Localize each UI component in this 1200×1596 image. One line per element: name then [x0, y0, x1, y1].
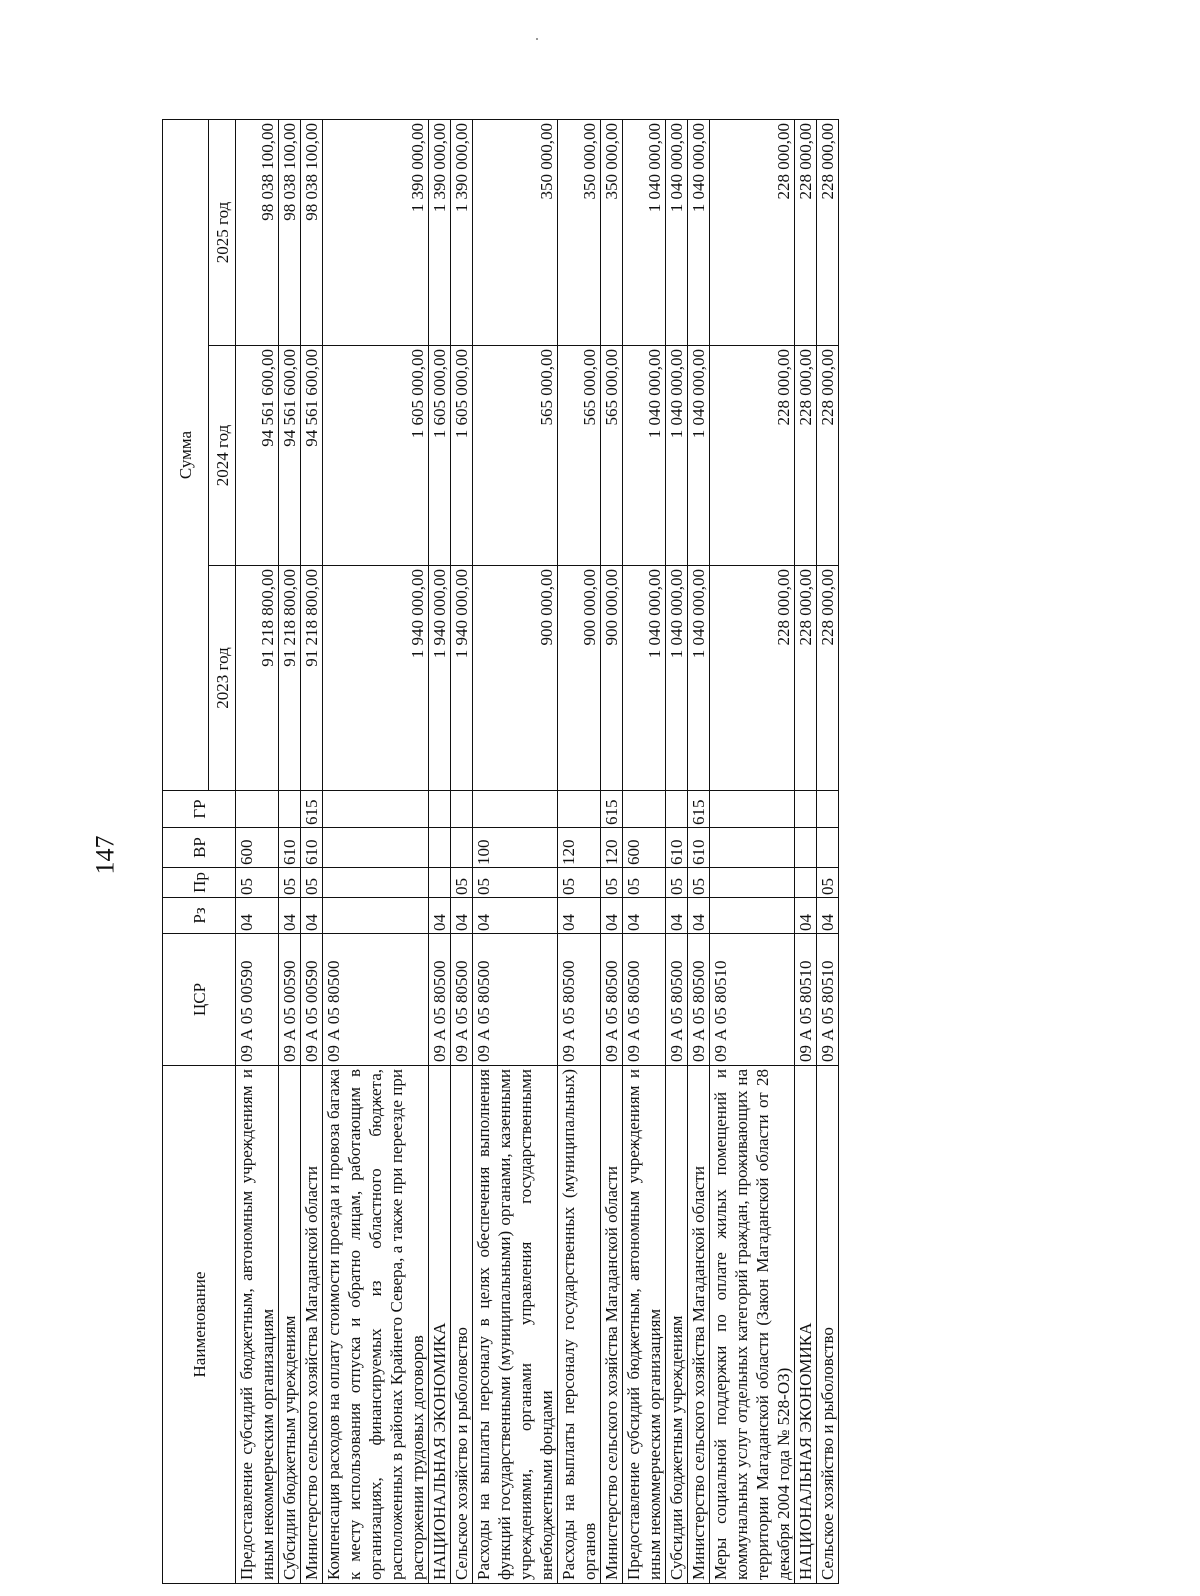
row-csr-cell: 09 А 05 80500	[429, 934, 451, 1066]
row-sum-2023-cell: 1 940 000,00	[451, 566, 473, 791]
row-sum-2025-cell: 98 038 100,00	[236, 119, 279, 345]
row-gr-cell	[451, 791, 473, 828]
row-gr-cell	[817, 791, 839, 828]
row-pr-cell: 05	[558, 868, 601, 898]
row-gr-cell	[710, 791, 795, 828]
row-name-cell: НАЦИОНАЛЬНАЯ ЭКОНОМИКА	[795, 1066, 817, 1584]
table-row	[795, 119, 817, 1583]
table-row	[817, 119, 839, 1583]
row-csr-cell: 09 А 05 80500	[323, 934, 429, 1066]
row-sum-2023-cell: 91 218 800,00	[301, 566, 323, 791]
row-gr-cell	[795, 791, 817, 828]
row-sum-2024-cell: 94 561 600,00	[301, 346, 323, 566]
row-pr-cell	[710, 868, 795, 898]
row-rz-cell	[710, 898, 795, 934]
table-row	[558, 119, 601, 1583]
row-rz-cell: 04	[451, 898, 473, 934]
row-gr-cell	[279, 791, 301, 828]
row-vr-cell: 100	[473, 828, 558, 868]
row-sum-2023-cell: 228 000,00	[710, 566, 795, 791]
row-csr-cell: 09 А 05 80500	[451, 934, 473, 1066]
row-sum-2024-cell: 1 605 000,00	[429, 346, 451, 566]
table-body	[236, 119, 839, 1583]
row-rz-cell: 04	[795, 898, 817, 934]
header-vr: ВР	[163, 828, 236, 868]
row-sum-2025-cell: 1 040 000,00	[688, 119, 710, 345]
row-vr-cell	[817, 828, 839, 868]
row-sum-2025-cell: 350 000,00	[473, 119, 558, 345]
row-rz-cell: 04	[473, 898, 558, 934]
row-pr-cell	[429, 868, 451, 898]
row-sum-2025-cell: 228 000,00	[817, 119, 839, 345]
row-sum-2023-cell: 228 000,00	[817, 566, 839, 791]
row-sum-2024-cell: 565 000,00	[473, 346, 558, 566]
row-sum-2024-cell: 565 000,00	[601, 346, 623, 566]
row-rz-cell: 04	[558, 898, 601, 934]
row-gr-cell: 615	[601, 791, 623, 828]
row-sum-2025-cell: 98 038 100,00	[301, 119, 323, 345]
row-csr-cell: 09 А 05 00590	[236, 934, 279, 1066]
row-pr-cell	[323, 868, 429, 898]
row-sum-2024-cell: 94 561 600,00	[279, 346, 301, 566]
row-sum-2025-cell: 228 000,00	[795, 119, 817, 345]
row-csr-cell: 09 А 05 00590	[301, 934, 323, 1066]
row-sum-2024-cell: 1 605 000,00	[451, 346, 473, 566]
row-vr-cell: 610	[301, 828, 323, 868]
row-sum-2025-cell: 1 390 000,00	[429, 119, 451, 345]
row-sum-2024-cell: 1 040 000,00	[688, 346, 710, 566]
row-name-cell: Министерство сельского хозяйства Магаданской области	[601, 1066, 623, 1584]
row-rz-cell: 04	[666, 898, 688, 934]
row-name-cell: Компенсация расходов на оплату стоимости проезда и провоза багажа к месту использования отпуска и обратно лицам, работающим в организациях, финансируемых из областного бюджета, расположенных в районах Крайнего Севера, а также при переезде при расторжении трудовых договоров	[323, 1066, 429, 1584]
row-csr-cell: 09 А 05 80510	[817, 934, 839, 1066]
header-csr: ЦСР	[163, 934, 236, 1066]
row-pr-cell: 05	[666, 868, 688, 898]
row-pr-cell: 05	[688, 868, 710, 898]
row-sum-2023-cell: 900 000,00	[473, 566, 558, 791]
row-gr-cell	[236, 791, 279, 828]
header-year-2025: 2025 год	[209, 119, 236, 345]
table-row	[601, 119, 623, 1583]
table-row	[473, 119, 558, 1583]
row-sum-2023-cell: 228 000,00	[795, 566, 817, 791]
row-rz-cell	[323, 898, 429, 934]
table-row	[451, 119, 473, 1583]
row-vr-cell: 610	[279, 828, 301, 868]
row-rz-cell: 04	[279, 898, 301, 934]
row-sum-2023-cell: 1 940 000,00	[429, 566, 451, 791]
row-vr-cell	[795, 828, 817, 868]
row-sum-2024-cell: 1 605 000,00	[323, 346, 429, 566]
row-sum-2025-cell: 228 000,00	[710, 119, 795, 345]
row-name-cell: Министерство сельского хозяйства Магаданской области	[301, 1066, 323, 1584]
table-row	[429, 119, 451, 1583]
row-rz-cell: 04	[623, 898, 666, 934]
row-sum-2023-cell: 91 218 800,00	[236, 566, 279, 791]
row-pr-cell: 05	[301, 868, 323, 898]
row-csr-cell: 09 А 05 80510	[795, 934, 817, 1066]
row-name-cell: Расходы на выплаты персоналу в целях обеспечения выполнения функций государственными (муниципальными) органами, казенными учреждениями, органами управления государственными внебюджетными фондами	[473, 1066, 558, 1584]
row-sum-2023-cell: 900 000,00	[601, 566, 623, 791]
table-row	[623, 119, 666, 1583]
header-year-2024: 2024 год	[209, 346, 236, 566]
row-name-cell: НАЦИОНАЛЬНАЯ ЭКОНОМИКА	[429, 1066, 451, 1584]
row-sum-2024-cell: 94 561 600,00	[236, 346, 279, 566]
row-vr-cell: 610	[666, 828, 688, 868]
row-gr-cell: 615	[301, 791, 323, 828]
row-vr-cell	[323, 828, 429, 868]
table-row	[710, 119, 795, 1583]
row-rz-cell: 04	[429, 898, 451, 934]
scan-speck	[536, 38, 538, 40]
header-gr: ГР	[163, 791, 236, 828]
row-csr-cell: 09 А 05 80500	[601, 934, 623, 1066]
row-vr-cell	[710, 828, 795, 868]
row-pr-cell: 05	[279, 868, 301, 898]
row-sum-2023-cell: 1 940 000,00	[323, 566, 429, 791]
header-pr: Пр	[163, 868, 236, 898]
row-sum-2024-cell: 1 040 000,00	[623, 346, 666, 566]
budget-table	[162, 119, 839, 1584]
row-vr-cell: 120	[558, 828, 601, 868]
table-row	[236, 119, 279, 1583]
header-name: Наименование	[163, 1066, 236, 1584]
table-row	[688, 119, 710, 1583]
row-sum-2023-cell: 1 040 000,00	[666, 566, 688, 791]
row-rz-cell: 04	[236, 898, 279, 934]
row-pr-cell: 05	[236, 868, 279, 898]
row-sum-2024-cell: 228 000,00	[710, 346, 795, 566]
table-row	[666, 119, 688, 1583]
row-pr-cell: 05	[601, 868, 623, 898]
table-row	[323, 119, 429, 1583]
row-vr-cell	[429, 828, 451, 868]
row-sum-2024-cell: 1 040 000,00	[666, 346, 688, 566]
row-sum-2025-cell: 1 040 000,00	[623, 119, 666, 345]
row-sum-2025-cell: 1 040 000,00	[666, 119, 688, 345]
row-name-cell: Расходы на выплаты персоналу государственных (муниципальных) органов	[558, 1066, 601, 1584]
row-gr-cell: 615	[688, 791, 710, 828]
header-sum: Сумма	[163, 119, 209, 790]
row-csr-cell: 09 А 05 80500	[666, 934, 688, 1066]
row-name-cell: Министерство сельского хозяйства Магаданской области	[688, 1066, 710, 1584]
row-csr-cell: 09 А 05 80500	[688, 934, 710, 1066]
row-sum-2025-cell: 1 390 000,00	[451, 119, 473, 345]
row-sum-2024-cell: 228 000,00	[817, 346, 839, 566]
row-gr-cell	[558, 791, 601, 828]
row-name-cell: Сельское хозяйство и рыболовство	[817, 1066, 839, 1584]
row-rz-cell: 04	[817, 898, 839, 934]
row-sum-2024-cell: 228 000,00	[795, 346, 817, 566]
row-sum-2023-cell: 91 218 800,00	[279, 566, 301, 791]
row-pr-cell: 05	[473, 868, 558, 898]
row-vr-cell: 610	[688, 828, 710, 868]
row-rz-cell: 04	[688, 898, 710, 934]
row-name-cell: Сельское хозяйство и рыболовство	[451, 1066, 473, 1584]
row-name-cell: Предоставление субсидий бюджетным, автономным учреждениям и иным некоммерческим организациям	[623, 1066, 666, 1584]
row-sum-2024-cell: 565 000,00	[558, 346, 601, 566]
row-rz-cell: 04	[301, 898, 323, 934]
row-name-cell: Субсидии бюджетным учреждениям	[666, 1066, 688, 1584]
row-vr-cell: 120	[601, 828, 623, 868]
table-row	[301, 119, 323, 1583]
row-name-cell: Предоставление субсидий бюджетным, автономным учреждениям и иным некоммерческим организациям	[236, 1066, 279, 1584]
row-csr-cell: 09 А 05 80510	[710, 934, 795, 1066]
row-csr-cell: 09 А 05 80500	[623, 934, 666, 1066]
row-rz-cell: 04	[601, 898, 623, 934]
table-row	[279, 119, 301, 1583]
row-sum-2023-cell: 1 040 000,00	[623, 566, 666, 791]
row-sum-2023-cell: 1 040 000,00	[688, 566, 710, 791]
row-vr-cell: 600	[623, 828, 666, 868]
row-gr-cell	[429, 791, 451, 828]
row-csr-cell: 09 А 05 80500	[558, 934, 601, 1066]
row-sum-2025-cell: 350 000,00	[601, 119, 623, 345]
row-sum-2025-cell: 1 390 000,00	[323, 119, 429, 345]
header-year-2023: 2023 год	[209, 566, 236, 791]
page-number: 147	[90, 835, 120, 875]
row-gr-cell	[666, 791, 688, 828]
row-sum-2025-cell: 98 038 100,00	[279, 119, 301, 345]
row-pr-cell	[795, 868, 817, 898]
row-sum-2023-cell: 900 000,00	[558, 566, 601, 791]
row-pr-cell: 05	[623, 868, 666, 898]
row-vr-cell: 600	[236, 828, 279, 868]
row-vr-cell	[451, 828, 473, 868]
row-gr-cell	[623, 791, 666, 828]
row-csr-cell: 09 А 05 80500	[473, 934, 558, 1066]
rotated-table-container	[162, 120, 884, 1584]
row-pr-cell: 05	[451, 868, 473, 898]
row-gr-cell	[323, 791, 429, 828]
header-rz: Рз	[163, 898, 236, 934]
row-name-cell: Субсидии бюджетным учреждениям	[279, 1066, 301, 1584]
row-pr-cell: 05	[817, 868, 839, 898]
row-sum-2025-cell: 350 000,00	[558, 119, 601, 345]
row-csr-cell: 09 А 05 00590	[279, 934, 301, 1066]
row-gr-cell	[473, 791, 558, 828]
row-name-cell: Меры социальной поддержки по оплате жилых помещений и коммунальных услуг отдельных категорий граждан, проживающих на территории Магаданской области (Закон Магаданской области от 28 декабря 2004 года № 528-ОЗ)	[710, 1066, 795, 1584]
